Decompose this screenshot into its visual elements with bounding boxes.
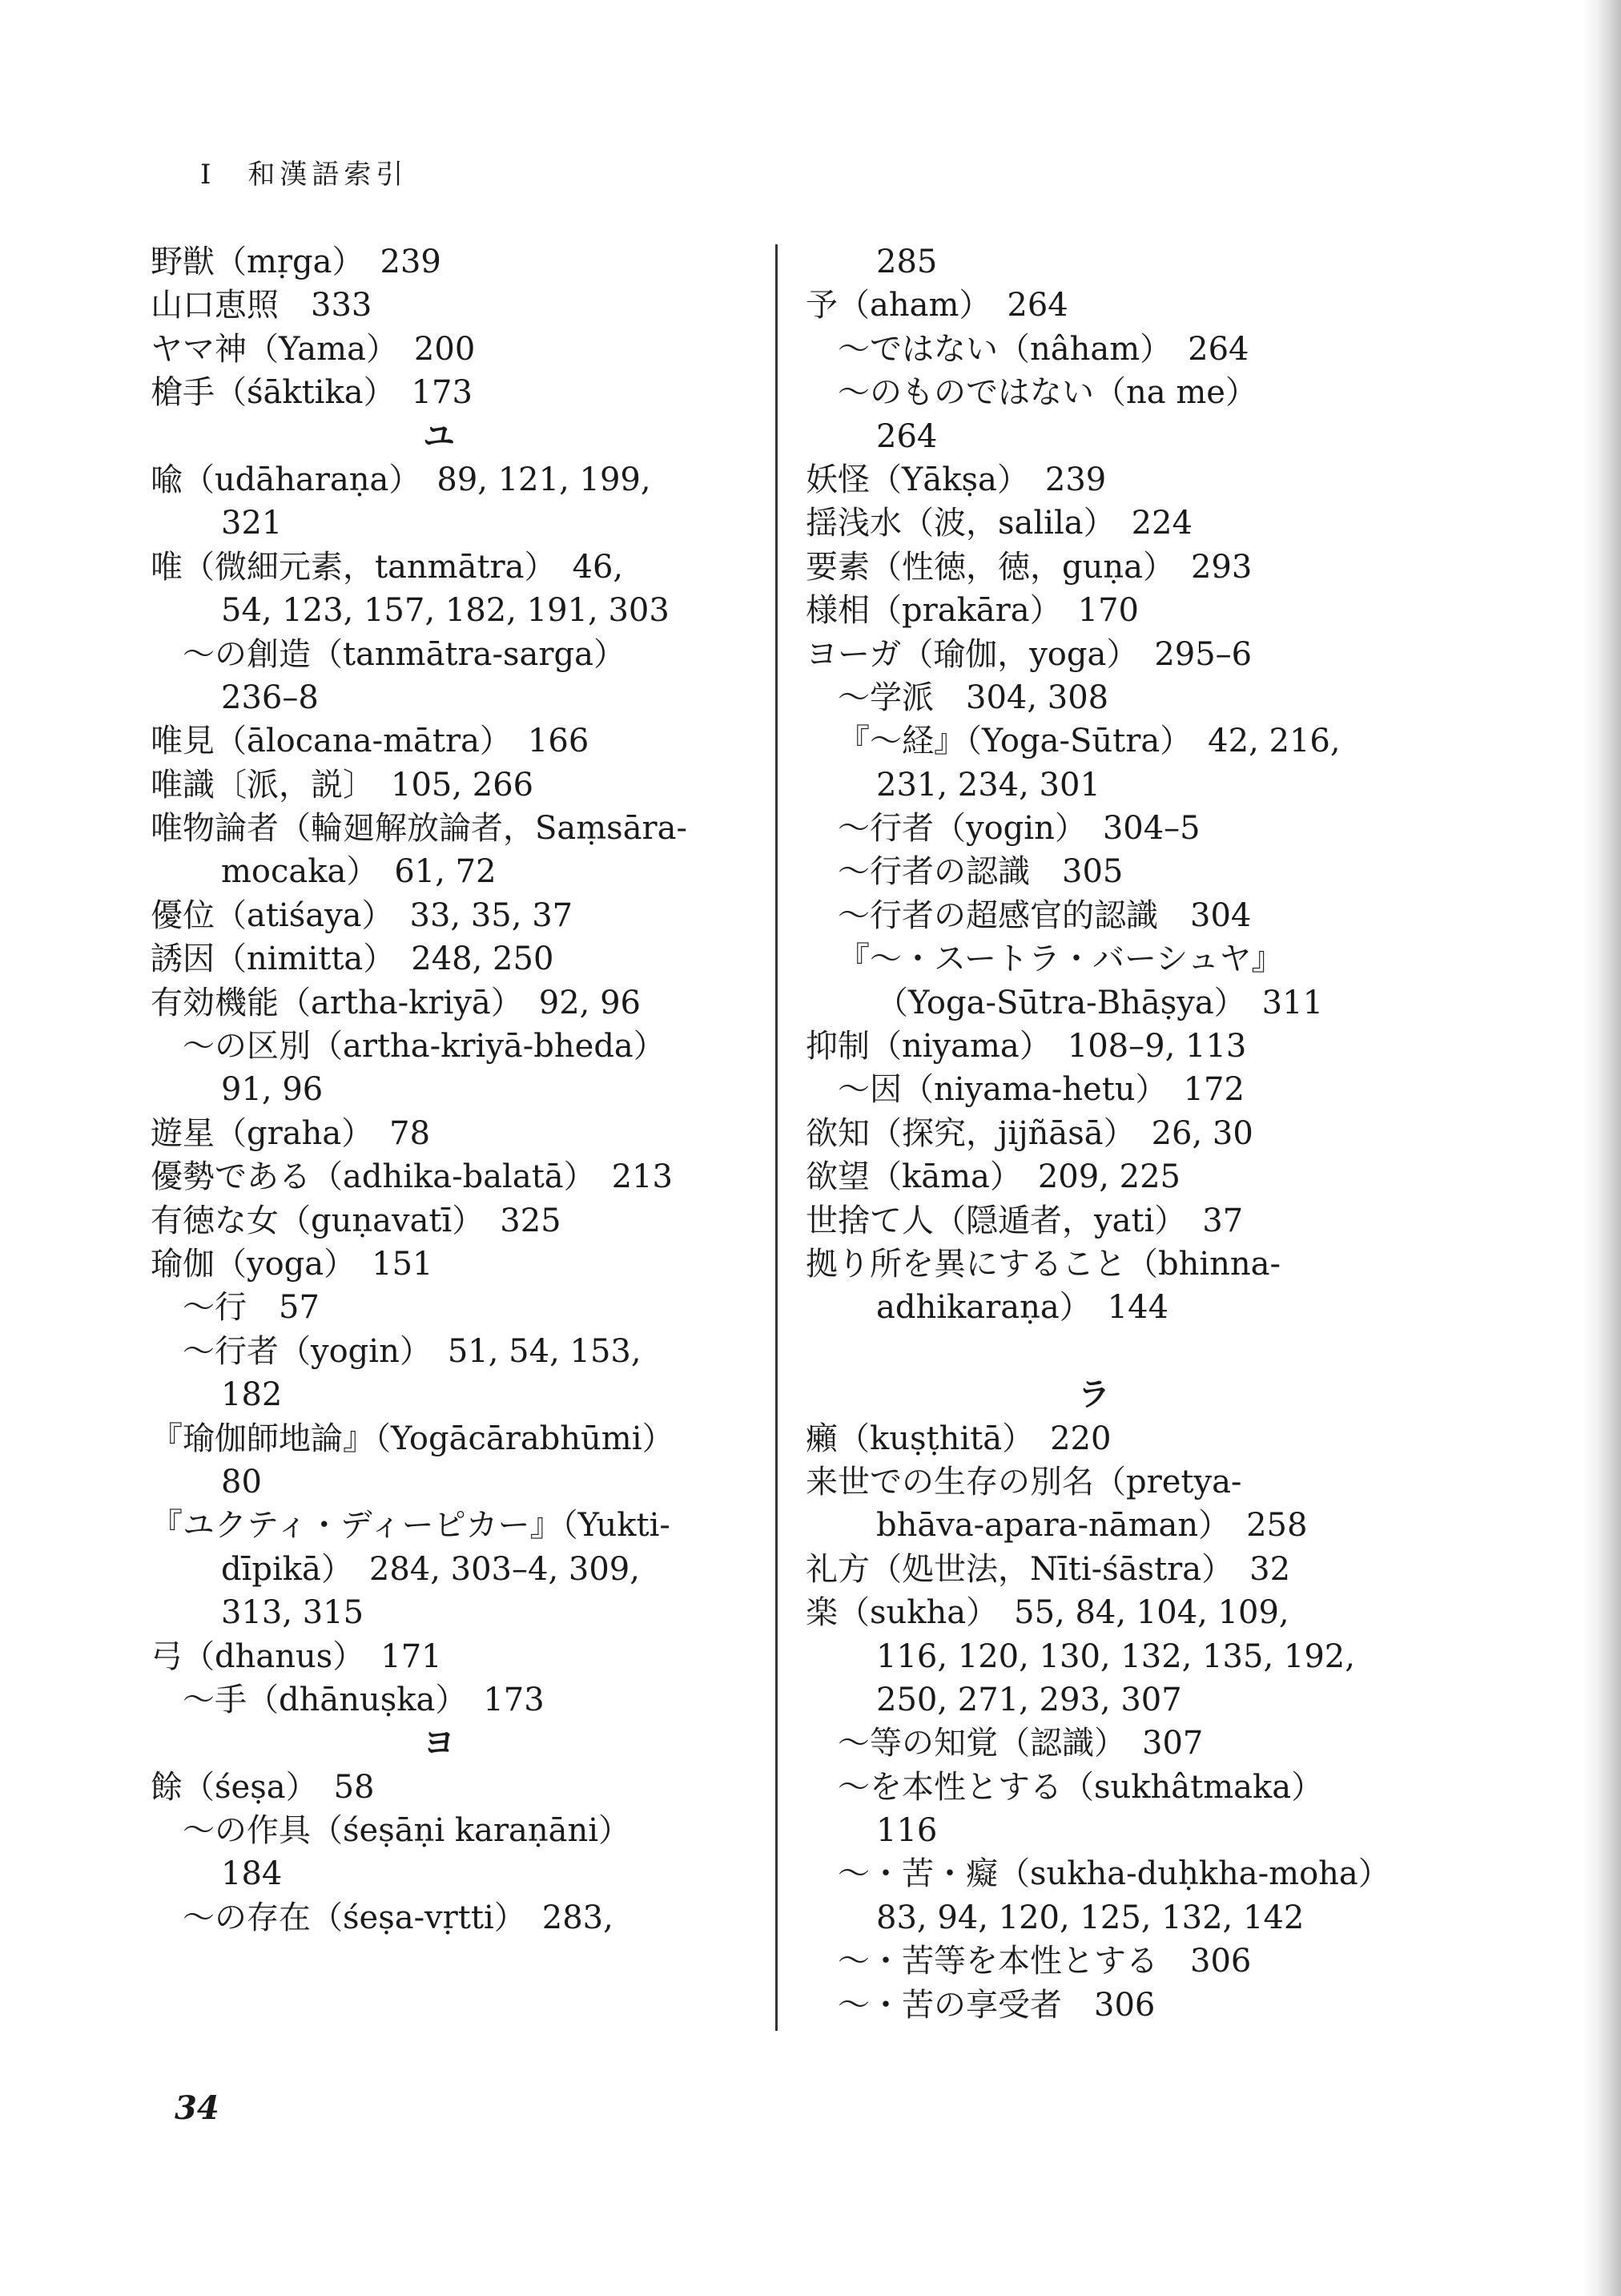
index-entry: 誘因（nimitta） 248, 250 [151, 941, 554, 978]
index-entry: 91, 96 [221, 1071, 324, 1109]
index-entry: （Yoga-Sūtra-Bhāṣya） 311 [876, 984, 1324, 1021]
index-column-left [151, 240, 727, 1940]
index-entry: ～の作具（śeṣāṇi karaṇāni） [183, 1812, 631, 1850]
index-entry: 231, 234, 301 [876, 766, 1100, 804]
index-entry: 有徳な女（guṇavatī） 325 [151, 1202, 561, 1239]
index-entry: ～の創造（tanmātra-sarga） [183, 635, 625, 673]
index-entry: ～因（niyama-hetu） 172 [838, 1071, 1245, 1109]
index-entry: bhāva-apara-nāman） 258 [876, 1507, 1308, 1545]
index-entry: ～ではない（nâham） 264 [838, 330, 1249, 368]
index-entry: 抑制（niyama） 108–9, 113 [806, 1028, 1247, 1065]
index-entry: 礼方（処世法，Nīti-śāstra） 32 [806, 1550, 1291, 1588]
index-entry: ヨーガ（瑜伽，yoga） 295–6 [806, 635, 1253, 673]
index-entry: 野獣（mṛga） 239 [151, 244, 441, 280]
column-divider [775, 244, 778, 2031]
index-entry: ～行者の認識 305 [838, 853, 1124, 891]
index-entry: adhikaraṇa） 144 [876, 1289, 1169, 1327]
index-entry: 236–8 [221, 679, 319, 716]
index-entry: 予（aham） 264 [806, 287, 1068, 324]
index-entry: ～・苦・癡（sukha-duḥkha-moha） [838, 1855, 1390, 1893]
index-entry: ～のものではない（na me） [838, 374, 1257, 412]
index-entry: ～行者（yogin） 51, 54, 153, [183, 1332, 642, 1370]
index-entry: 癩（kuṣṭhitā） 220 [806, 1420, 1112, 1457]
index-entry: ～行者（yogin） 304–5 [838, 810, 1201, 848]
index-entry: 遊星（graha） 78 [151, 1114, 431, 1152]
index-entry: 餘（śeṣa） 58 [151, 1768, 375, 1806]
index-entry: 山口恵照 333 [151, 287, 372, 324]
index-entry: 『瑜伽師地論』（Yogācārabhūmi） [151, 1420, 674, 1457]
index-entry: 唯物論者（輪廻解放論者，Saṃsāra- [151, 810, 688, 848]
index-entry: 優勢である（adhika-balatā） 213 [151, 1158, 673, 1196]
index-entry: 拠り所を異にすること（bhinna- [806, 1245, 1281, 1283]
index-entry: ～学派 304, 308 [838, 679, 1109, 716]
page-edge-shadow [1581, 0, 1621, 2296]
index-entry: 有効機能（artha-kriyā） 92, 96 [151, 984, 641, 1021]
index-entry: 欲知（探究，jijñāsā） 26, 30 [806, 1114, 1253, 1152]
section-heading: ユ [423, 417, 455, 455]
index-entry: 揺浅水（波，salila） 224 [806, 505, 1193, 542]
index-entry: 285 [876, 244, 938, 280]
page-number: 34 [175, 2089, 219, 2127]
index-entry: ～行 57 [183, 1289, 320, 1327]
index-entry: 喩（udāharaṇa） 89, 121, 199, [151, 461, 651, 498]
index-entry: 来世での生存の別名（pretya- [806, 1463, 1242, 1500]
index-entry: 83, 94, 120, 125, 132, 142 [876, 1899, 1305, 1936]
index-entry: 321 [221, 505, 283, 542]
section-heading: ヨ [423, 1724, 455, 1762]
index-entry: 182 [221, 1376, 283, 1414]
index-entry: ～行者の超感官的認識 304 [838, 896, 1252, 934]
index-entry: 唯（微細元素，tanmātra） 46, [151, 548, 624, 586]
index-entry: 瑜伽（yoga） 151 [151, 1245, 433, 1283]
index-entry: 313, 315 [221, 1594, 364, 1632]
index-entry: 優位（atiśaya） 33, 35, 37 [151, 896, 573, 934]
index-entry: ～の区別（artha-kriyā-bheda） [183, 1028, 666, 1065]
index-entry: 『～経』（Yoga-Sūtra） 42, 216, [838, 723, 1341, 760]
index-entry: 唯見（ālocana-mātra） 166 [151, 723, 589, 760]
index-entry: 楽（sukha） 55, 84, 104, 109, [806, 1594, 1289, 1632]
index-entry: 妖怪（Yākṣa） 239 [806, 461, 1107, 498]
index-entry: 116, 120, 130, 132, 135, 192, [876, 1637, 1355, 1675]
index-entry: 80 [221, 1463, 262, 1500]
index-column-right [806, 240, 1390, 2027]
index-entry: ～手（dhānuṣka） 173 [183, 1681, 545, 1718]
index-entry: ～等の知覚（認識） 307 [838, 1725, 1204, 1762]
index-entry: 様相（prakāra） 170 [806, 592, 1139, 630]
index-entry: 264 [876, 417, 938, 455]
index-entry: ～を本性とする（sukhâtmaka） [838, 1768, 1324, 1806]
index-entry: 『ユクティ・ディーピカー』（Yukti- [151, 1507, 670, 1545]
index-entry: ～の存在（śeṣa-vṛtti） 283, [183, 1899, 613, 1936]
index-entry: mocaka） 61, 72 [221, 853, 497, 891]
section-heading: ラ [1078, 1376, 1110, 1414]
index-entry: 184 [221, 1855, 283, 1893]
index-entry: 『～・スートラ・バーシュヤ』 [838, 941, 1284, 978]
index-entry: 唯識〔派，説〕 105, 266 [151, 766, 534, 804]
index-entry: 250, 271, 293, 307 [876, 1681, 1182, 1718]
index-entry: dīpikā） 284, 303–4, 309, [221, 1550, 640, 1588]
index-entry: 弓（dhanus） 171 [151, 1637, 442, 1675]
index-entry: ヤマ神（Yama） 200 [151, 330, 476, 368]
running-header: I 和漢語索引 [200, 159, 408, 191]
index-entry: ～・苦等を本性とする 306 [838, 1943, 1252, 1980]
index-entry: 116 [876, 1812, 938, 1850]
index-entry: 槍手（śāktika） 173 [151, 374, 473, 412]
index-entry: 欲望（kāma） 209, 225 [806, 1158, 1181, 1196]
index-entry: 要素（性徳，徳，guṇa） 293 [806, 548, 1253, 586]
index-entry: 世捨て人（隠遁者，yati） 37 [806, 1202, 1244, 1239]
index-entry: 54, 123, 157, 182, 191, 303 [221, 592, 670, 630]
index-entry: ～・苦の享受者 306 [838, 1986, 1156, 2024]
index-entry [806, 1330, 1382, 1373]
